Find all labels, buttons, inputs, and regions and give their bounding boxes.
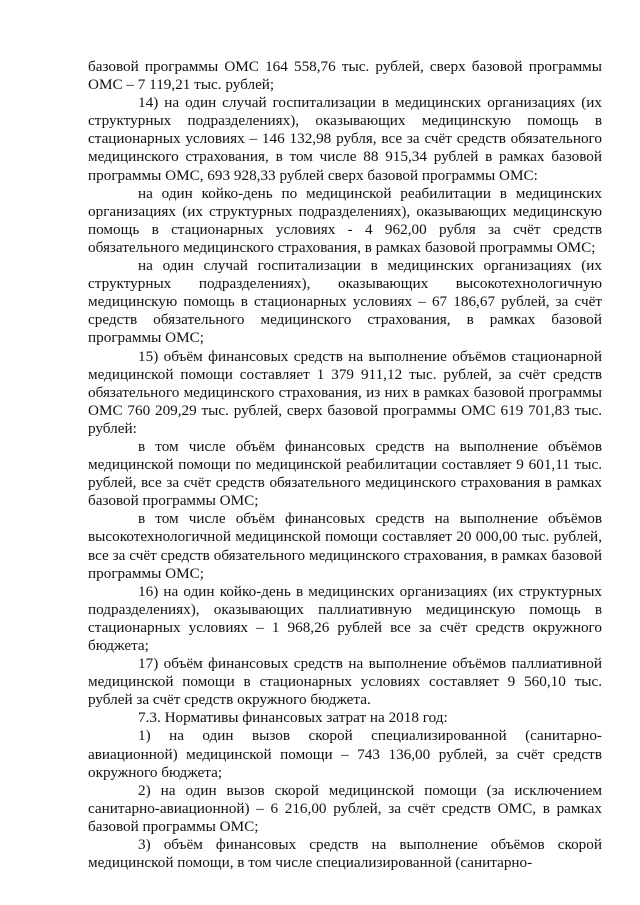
paragraph-item-14: 14) на один случай госпитализации в медицинских организациях (их структурных подразделениях), оказывающих медицинскую помощь в стационарных условиях – 146 132,98 рубля, все за счёт средств обязательного медицинского страхования, в том числе 88 915,34 рублей в рамках базовой программы ОМС, 693 928,33 рублей сверх базовой программы ОМС: (88, 94, 602, 184)
paragraph-high-tech-volume: в том числе объём финансовых средств на выполнение объёмов высокотехнологичной медицинской помощи составляет 20 000,00 тыс. рублей, все за счёт средств обязательного медицинского страхования, в рамках базовой программы ОМС; (88, 510, 602, 582)
paragraph-rehabilitation-volume: в том числе объём финансовых средств на выполнение объёмов медицинской помощи по медицинской реабилитации составляет 9 601,11 тыс. рублей, все за счёт средств обязательного медицинского страхования в рамках базовой программы ОМС; (88, 437, 602, 510)
paragraph-item-15: 15) объём финансовых средств на выполнение объёмов стационарной медицинской помощи составляет 1 379 911,12 тыс. рублей, за счёт средств обязательного медицинского страхования, из них в рамках базовой программы ОМС 760 209,29 тыс. рублей, сверх базовой программы ОМС 619 701,83 тыс. рублей: (88, 347, 602, 437)
paragraph-high-tech-hospitalization: на один случай госпитализации в медицинских организациях (их структурных подразделениях), оказывающих высокотехнологичную медицинскую помощь в стационарных условиях – 67 186,67 рублей, за счёт средств обязательного медицинского страхования, в рамках базовой программы ОМС; (88, 257, 602, 347)
paragraph-continuation: базовой программы ОМС 164 558,76 тыс. рублей, сверх базовой программы ОМС – 7 119,21 тыс. рублей; (88, 58, 602, 94)
paragraph-item-2: 2) на один вызов скорой медицинской помощи (за исключением санитарно-авиационной) – 6 216,00 рублей, за счёт средств ОМС, в рамках базовой программы ОМС; (88, 781, 602, 835)
document-page (88, 58, 602, 872)
paragraph-item-17: 17) объём финансовых средств на выполнение объёмов паллиативной медицинской помощи в стационарных условиях составляет 9 560,10 тыс. рублей за счёт средств окружного бюджета. (88, 655, 602, 709)
paragraph-item-1: 1) на один вызов скорой специализированной (санитарно-авиационной) медицинской помощи – 743 136,00 рублей, за счёт средств окружного бюджета; (88, 727, 602, 781)
paragraph-item-3: 3) объём финансовых средств на выполнение объёмов скорой медицинской помощи, в том числе специализированной (санитарно- (88, 836, 602, 872)
section-heading-7-3: 7.3. Нормативы финансовых затрат на 2018 год: (138, 709, 448, 727)
paragraph-item-16: 16) на один койко-день в медицинских организациях (их структурных подразделениях), оказывающих паллиативную медицинскую помощь в стационарных условиях – 1 968,26 рублей все за счёт средств окружного бюджета; (88, 582, 602, 654)
paragraph-rehabilitation-bed-day: на один койко-день по медицинской реабилитации в медицинских организациях (их структурных подразделениях), оказывающих медицинскую помощь в стационарных условиях - 4 962,00 рубля за счёт средств обязательного медицинского страхования, в рамках базовой программы ОМС; (88, 184, 602, 256)
